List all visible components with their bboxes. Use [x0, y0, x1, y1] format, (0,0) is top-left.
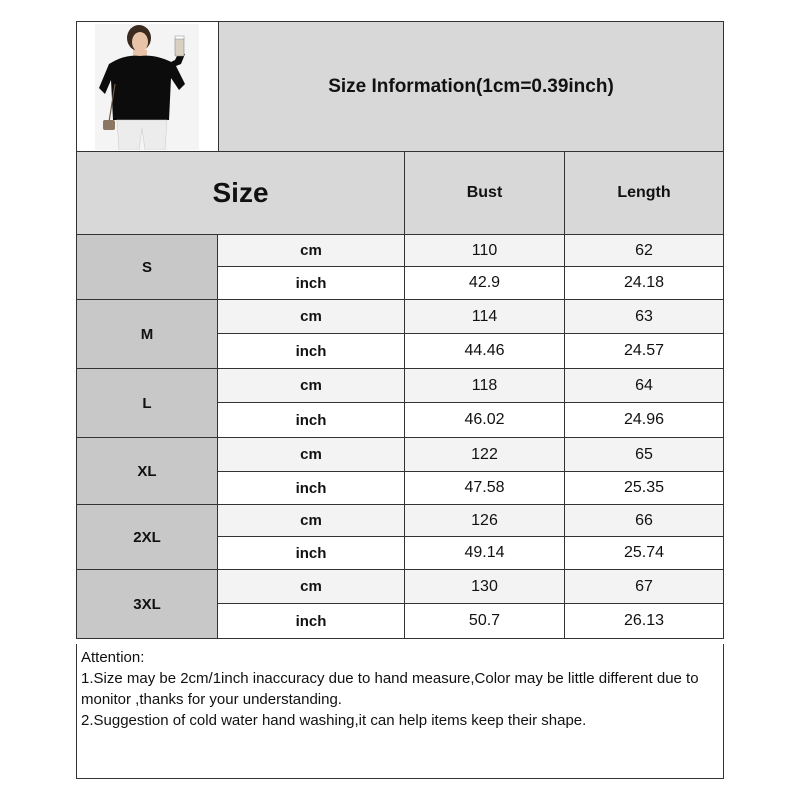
length-inch-value: 25.74: [623, 544, 665, 561]
inch-row: [218, 334, 723, 368]
unit-cm: cm: [218, 505, 405, 536]
unit-cm: cm: [218, 570, 405, 603]
unit-inch: inch: [218, 472, 405, 504]
length-inch-value: 26.13: [623, 612, 665, 629]
bust-column-header: Bust: [405, 152, 565, 234]
bust-inch-value: 42.9: [405, 267, 565, 299]
bust-cm-value: 130: [405, 570, 565, 603]
chart-title: Size Information(1cm=0.39inch): [219, 22, 723, 151]
unit-cm: cm: [218, 235, 405, 266]
product-photo-icon: [95, 24, 199, 150]
size-group-row: [77, 570, 723, 639]
cm-row: [218, 505, 723, 537]
unit-inch: inch: [218, 334, 405, 368]
unit-inch: inch: [218, 604, 405, 638]
length-cm-value: 62: [635, 241, 653, 259]
length-cm-value: 65: [635, 445, 653, 463]
cm-row: [218, 369, 723, 403]
bust-inch-value: 44.46: [405, 334, 565, 368]
cm-row: [218, 438, 723, 472]
length-inch-value: 24.18: [623, 274, 665, 291]
size-group-row: [77, 235, 723, 300]
bust-cm-value: 126: [405, 505, 565, 536]
length-cm-value: 63: [635, 307, 653, 325]
unit-inch: inch: [218, 537, 405, 569]
cm-row: [218, 570, 723, 604]
table-header-row: [77, 152, 723, 235]
length-cm-value: 64: [635, 376, 653, 394]
inch-row: [218, 472, 723, 504]
size-chart: [76, 21, 724, 779]
size-column-header: Size: [77, 152, 405, 234]
size-label: S: [77, 235, 218, 299]
notes-line-1: 1.Size may be 2cm/1inch inaccuracy due to hand measure,Color may be little different due to monitor ,thanks for your understanding.: [81, 670, 699, 708]
bust-inch-value: 49.14: [405, 537, 565, 569]
bust-cm-value: 110: [405, 235, 565, 266]
bust-inch-value: 50.7: [405, 604, 565, 638]
unit-inch: inch: [218, 267, 405, 299]
inch-row: [218, 267, 723, 299]
inch-row: [218, 537, 723, 569]
bust-cm-value: 114: [405, 300, 565, 333]
cm-row: [218, 300, 723, 334]
length-inch-value: 24.96: [623, 411, 665, 428]
product-photo-cell: [77, 22, 219, 151]
size-label: 3XL: [77, 570, 218, 638]
length-inch-value: 25.35: [623, 479, 665, 496]
size-group-row: [77, 369, 723, 438]
bust-cm-value: 122: [405, 438, 565, 471]
size-label: L: [77, 369, 218, 437]
size-label: XL: [77, 438, 218, 504]
size-label: 2XL: [77, 505, 218, 569]
length-cm-value: 66: [635, 511, 653, 529]
unit-cm: cm: [218, 300, 405, 333]
notes-line-2: 2.Suggestion of cold water hand washing,it can help items keep their shape.: [81, 712, 587, 729]
length-cm-value: 67: [635, 577, 653, 595]
length-column-header: Length: [617, 184, 671, 201]
unit-cm: cm: [218, 369, 405, 402]
notes-heading: Attention:: [81, 649, 145, 666]
unit-inch: inch: [218, 403, 405, 437]
size-table: [76, 152, 724, 639]
inch-row: [218, 604, 723, 638]
cm-row: [218, 235, 723, 267]
size-group-row: [77, 438, 723, 505]
bust-cm-value: 118: [405, 369, 565, 402]
inch-row: [218, 403, 723, 437]
chart-header: [76, 21, 724, 152]
size-group-row: [77, 300, 723, 369]
attention-notes: [76, 644, 724, 779]
length-inch-value: 24.57: [623, 342, 665, 359]
bust-inch-value: 47.58: [405, 472, 565, 504]
bust-inch-value: 46.02: [405, 403, 565, 437]
size-label: M: [77, 300, 218, 368]
size-group-row: [77, 505, 723, 570]
unit-cm: cm: [218, 438, 405, 471]
